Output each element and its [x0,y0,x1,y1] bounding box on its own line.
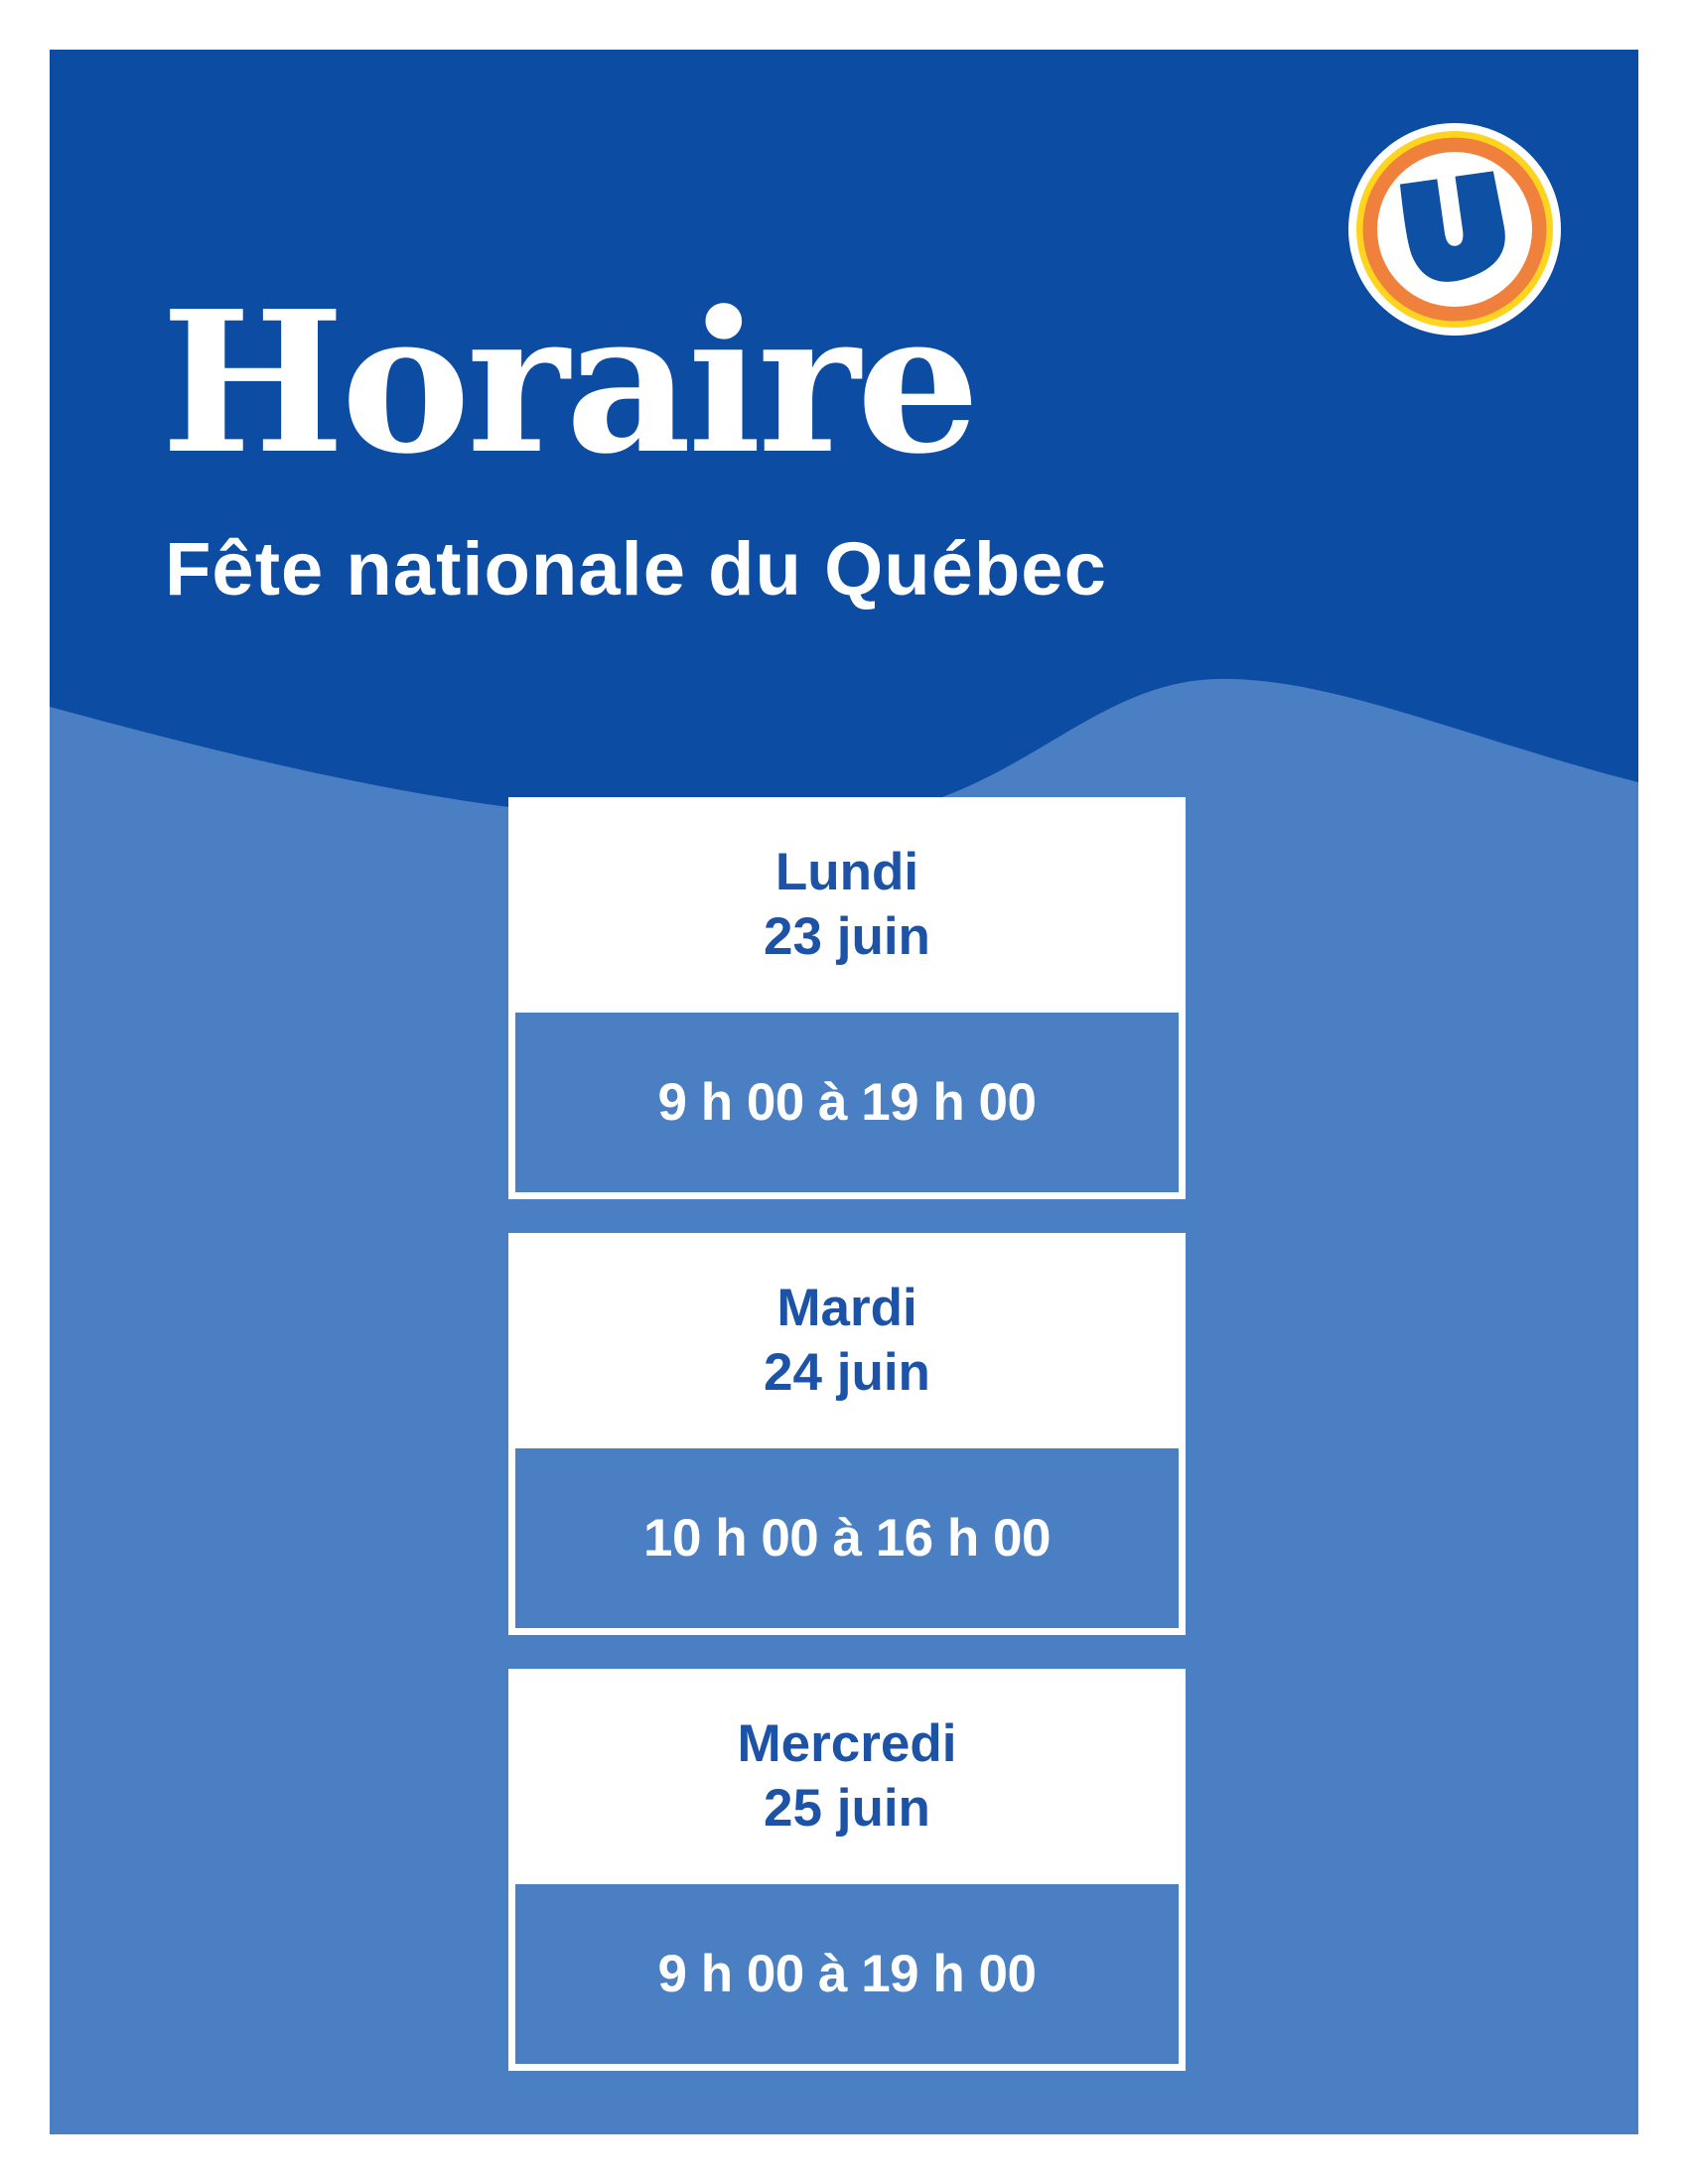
card-day-block [508,1233,1186,1448]
page-title: Horaire [161,269,977,497]
poster [50,50,1638,2134]
hours-label: 9 h 00 à 19 h 00 [657,1073,1037,1132]
day-date-label: 24 juin [764,1342,930,1402]
day-name-label: Mercredi [737,1713,957,1773]
schedule-list [508,797,1186,2071]
page-subtitle: Fête nationale du Québec [165,527,1107,612]
hours-panel [515,1013,1179,1192]
day-name-label: Lundi [774,842,919,901]
day-name-label: Mardi [776,1278,917,1337]
hours-panel [515,1884,1179,2064]
schedule-card-wednesday [508,1669,1186,2071]
hours-label: 10 h 00 à 16 h 00 [643,1509,1051,1568]
schedule-card-tuesday [508,1233,1186,1635]
day-date-label: 25 juin [764,1778,930,1838]
schedule-card-monday [508,797,1186,1199]
hours-panel [515,1448,1179,1628]
hours-label: 9 h 00 à 19 h 00 [657,1945,1037,2003]
card-day-block [508,797,1186,1013]
card-day-block [508,1669,1186,1884]
day-date-label: 23 juin [764,906,930,966]
uniprix-logo [1348,123,1561,336]
